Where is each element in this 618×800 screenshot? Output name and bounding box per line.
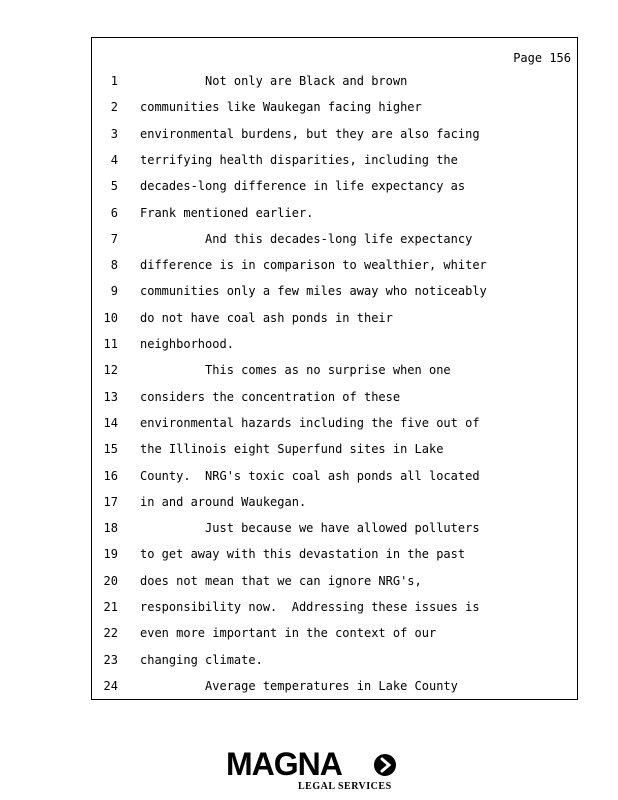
line-number: 22 (103, 626, 118, 641)
line-number: 17 (103, 494, 118, 509)
transcript-line (92, 71, 577, 91)
line-number: 19 (103, 547, 118, 562)
line-text: do not have coal ash ponds in their (140, 310, 393, 325)
line-text: decades-long difference in life expectancy as (140, 179, 466, 194)
transcript-line (92, 255, 577, 275)
line-text: Not only are Black and brown (140, 74, 408, 88)
transcript-page (91, 37, 578, 700)
line-text: the Illinois eight Superfund sites in Lake (140, 442, 444, 457)
line-text: County. NRG's toxic coal ash ponds all located (140, 468, 480, 483)
transcript-line (92, 334, 577, 354)
transcript-line (92, 466, 577, 486)
transcript-line (92, 124, 577, 144)
line-text: Frank mentioned earlier. (140, 205, 314, 220)
transcript-line (92, 413, 577, 433)
line-number: 16 (103, 468, 118, 483)
transcript-line (92, 97, 577, 117)
line-number: 7 (110, 231, 118, 246)
line-text: in and around Waukegan. (140, 494, 307, 509)
line-number: 9 (110, 284, 118, 299)
line-text: responsibility now. Addressing these issues is (140, 600, 480, 614)
chevron-right-icon (374, 754, 396, 776)
logo-tagline: LEGAL SERVICES (298, 781, 392, 792)
transcript-line (92, 492, 577, 512)
line-text: And this decades-long life expectancy (140, 231, 473, 246)
line-text: environmental burdens, but they are also facing (140, 126, 480, 141)
line-text: does not mean that we can ignore NRG's, (140, 573, 422, 588)
line-number: 18 (103, 521, 118, 536)
transcript-line (92, 281, 577, 301)
line-text: difference is in comparison to wealthier, whiter (140, 258, 487, 273)
line-text: neighborhood. (140, 337, 234, 351)
line-number: 4 (110, 152, 118, 167)
transcript-line (92, 571, 577, 591)
transcript-line (92, 387, 577, 407)
transcript-line (92, 203, 577, 223)
line-number: 10 (103, 310, 118, 325)
line-number: 1 (110, 74, 118, 88)
line-number: 23 (103, 652, 118, 667)
line-number: 24 (103, 678, 118, 693)
transcript-line (92, 439, 577, 459)
line-text: to get away with this devastation in the past (140, 547, 466, 562)
page-number: Page 156 (513, 51, 571, 65)
transcript-line (92, 650, 577, 670)
transcript-line (92, 544, 577, 564)
line-text: considers the concentration of these (140, 389, 401, 404)
transcript-line (92, 676, 577, 696)
line-number: 21 (103, 600, 118, 614)
line-number: 6 (110, 205, 118, 220)
transcript-line (92, 150, 577, 170)
transcript-line (92, 597, 577, 617)
magna-logo (226, 746, 396, 792)
line-text: changing climate. (140, 652, 263, 667)
line-text: even more important in the context of our (140, 626, 437, 641)
line-text: terrifying health disparities, including the (140, 152, 458, 167)
line-text: communities like Waukegan facing higher (140, 100, 422, 115)
transcript-line (92, 518, 577, 538)
transcript-line (92, 360, 577, 380)
line-text: environmental hazards including the five out of (140, 415, 480, 430)
line-text: Just because we have allowed polluters (140, 521, 480, 536)
line-number: 14 (103, 415, 118, 430)
transcript-line (92, 308, 577, 328)
transcript-line (92, 176, 577, 196)
line-number: 11 (103, 337, 118, 351)
line-text: This comes as no surprise when one (140, 363, 451, 378)
line-number: 15 (103, 442, 118, 457)
transcript-line (92, 229, 577, 249)
transcript-line (92, 623, 577, 643)
line-number: 12 (103, 363, 118, 378)
line-text: Average temperatures in Lake County (140, 678, 458, 693)
line-number: 13 (103, 389, 118, 404)
line-number: 5 (110, 179, 118, 194)
logo-wordmark: MAGNA (226, 746, 342, 782)
line-number: 20 (103, 573, 118, 588)
line-number: 2 (110, 100, 118, 115)
line-text: communities only a few miles away who noticeably (140, 284, 487, 299)
line-number: 8 (110, 258, 118, 273)
line-number: 3 (110, 126, 118, 141)
